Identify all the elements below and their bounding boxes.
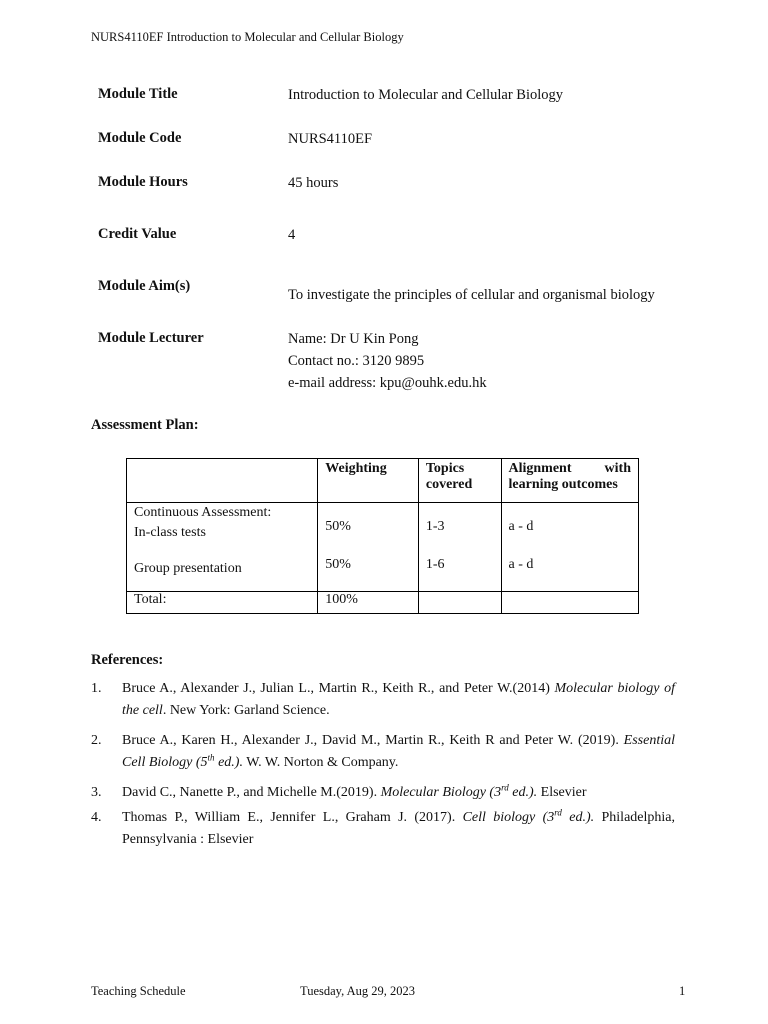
reference-number: 3. — [91, 785, 102, 800]
header-alignment-line2: learning outcomes — [508, 477, 618, 492]
reference-number: 1. — [91, 681, 102, 696]
list-item — [91, 678, 675, 722]
list-item — [91, 807, 675, 851]
in-class-tests-weighting: 50% — [325, 519, 351, 534]
credit-value: 4 — [288, 227, 296, 243]
references-list — [91, 678, 675, 859]
table-total-row — [127, 592, 639, 614]
footer-date: Tuesday, Aug 29, 2023 — [300, 984, 416, 998]
total-weighting: 100% — [318, 592, 419, 614]
table-header-row — [127, 459, 639, 503]
credit-value-label: Credit Value — [98, 226, 177, 242]
reference-text: Bruce A., Karen H., Alexander J., David M., Martin R., Keith R and Peter W. (2019). Essential Cell Biology (5th ed.). W. W. Norton & Company. — [122, 733, 675, 770]
table-row — [127, 503, 639, 592]
reference-number: 2. — [91, 733, 102, 748]
lecturer-contact: Contact no.: 3120 9895 — [288, 353, 425, 369]
module-title-value: Introduction to Molecular and Cellular Biology — [288, 87, 564, 103]
footer-left: Teaching Schedule — [91, 984, 186, 998]
page-number: 1 — [679, 984, 686, 998]
continuous-assessment-label: Continuous Assessment: — [134, 505, 272, 520]
references-heading: References: — [91, 652, 164, 668]
module-aims-value: To investigate the principles of cellular and organismal biology — [288, 287, 655, 303]
reference-text: Bruce A., Alexander J., Julian L., Martin R., Keith R., and Peter W.(2014) Molecular biology of the cell. New York: Garland Science. — [122, 681, 675, 718]
module-aims-label: Module Aim(s) — [98, 278, 191, 294]
module-title-label: Module Title — [98, 86, 178, 102]
group-presentation-alignment: a - d — [508, 557, 534, 572]
header-topics-line2: covered — [425, 477, 473, 492]
list-item — [91, 730, 675, 774]
assessment-table — [126, 458, 639, 614]
total-label: Total: — [127, 592, 318, 614]
header-weighting: Weighting — [318, 459, 419, 503]
reference-number: 4. — [91, 810, 102, 825]
module-hours-label: Module Hours — [98, 174, 188, 190]
group-presentation-weighting: 50% — [325, 557, 351, 572]
in-class-tests-label: In-class tests — [134, 525, 206, 540]
assessment-names-cell — [127, 503, 318, 592]
header-topics — [418, 459, 501, 503]
header-topics-line1: Topics — [425, 461, 465, 476]
module-code-value: NURS4110EF — [288, 131, 373, 147]
header-alignment-word1: Alignment — [508, 461, 572, 476]
in-class-tests-alignment: a - d — [508, 519, 534, 534]
alignment-cell — [501, 503, 639, 592]
group-presentation-label: Group presentation — [134, 561, 242, 576]
assessment-plan-heading: Assessment Plan: — [91, 417, 199, 433]
running-header: NURS4110EF Introduction to Molecular and Cellular Biology — [91, 30, 404, 44]
lecturer-name: Name: Dr U Kin Pong — [288, 331, 419, 347]
total-topics-empty — [418, 592, 501, 614]
lecturer-email: e-mail address: kpu@ouhk.edu.hk — [288, 375, 487, 391]
module-hours-value: 45 hours — [288, 175, 339, 191]
header-alignment — [501, 459, 639, 503]
header-empty-cell — [127, 459, 318, 503]
list-item — [91, 782, 675, 804]
reference-text: Thomas P., William E., Jennifer L., Graham J. (2017). Cell biology (3rd ed.). Philadelphia, Pennsylvania : Elsevier — [122, 807, 675, 847]
module-lecturer-label: Module Lecturer — [98, 330, 204, 346]
reference-text: David C., Nanette P., and Michelle M.(2019). Molecular Biology (3rd ed.). Elsevier — [122, 782, 587, 800]
lecturer-details — [288, 328, 487, 394]
in-class-tests-topics: 1-3 — [425, 519, 445, 534]
module-code-label: Module Code — [98, 130, 182, 146]
group-presentation-topics: 1-6 — [425, 557, 445, 572]
total-alignment-empty — [501, 592, 639, 614]
topics-cell — [418, 503, 501, 592]
header-alignment-word2: with — [604, 461, 631, 476]
weighting-cell — [318, 503, 419, 592]
